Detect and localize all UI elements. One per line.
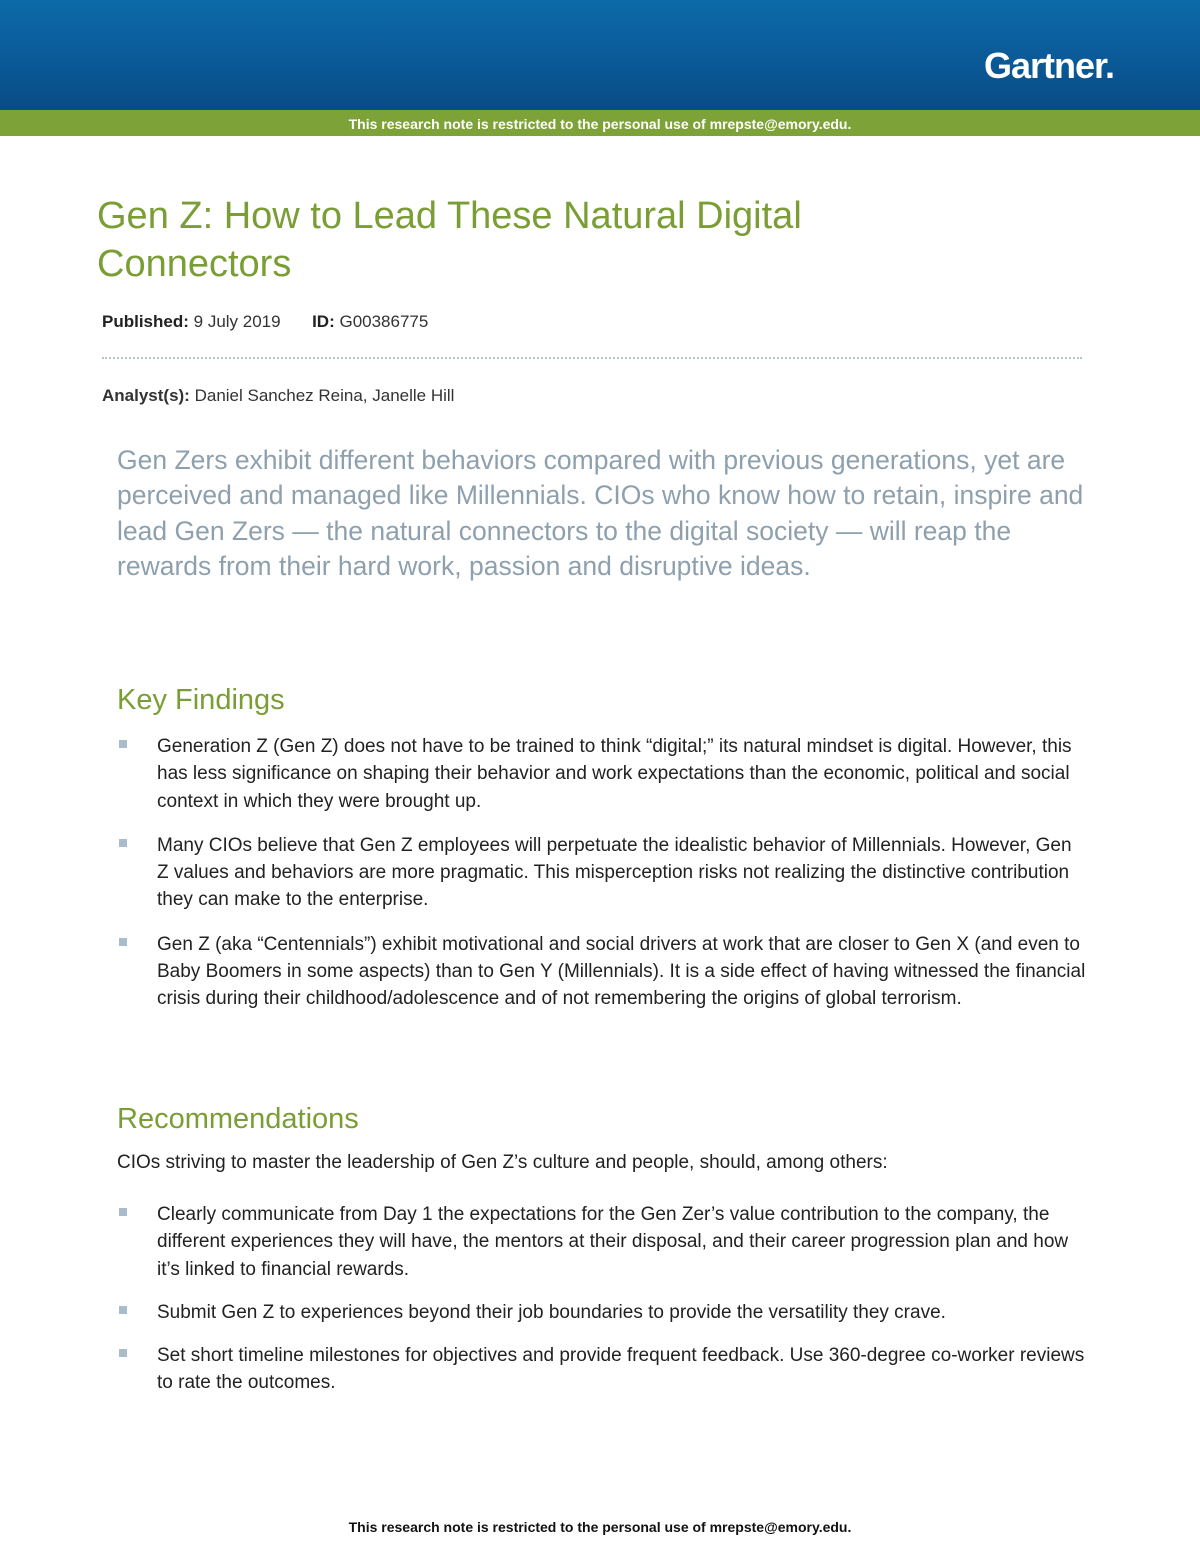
document-id: G00386775 <box>339 312 429 331</box>
dotted-divider <box>102 357 1082 359</box>
document-title: Gen Z: How to Lead These Natural Digital Connectors <box>97 195 802 285</box>
gartner-logo: Gartner. <box>983 45 1114 86</box>
square-bullet-icon <box>119 1349 127 1357</box>
finding-text: Generation Z (Gen Z) does not have to be trained to think “digital;” its natural mindset is digital. However, this has less significance on shaping their behavior and work expectations than the economic, political and social context in which they were brought up. <box>157 736 1072 812</box>
recommendations-list <box>117 1201 1087 1413</box>
restriction-notice-bottom: This research note is restricted to the personal use of mrepste@emory.edu. <box>348 1519 852 1535</box>
restriction-notice-top: This research note is restricted to the personal use of mrepste@emory.edu. <box>348 116 852 132</box>
recommendation-item <box>117 1201 1087 1283</box>
recommendations-heading: Recommendations <box>117 1103 359 1135</box>
finding-item <box>117 733 1087 815</box>
recommendation-text: Set short timeline milestones for objectives and provide frequent feedback. Use 360-degree co-worker reviews to rate the outcomes. <box>157 1345 1085 1394</box>
recommendation-text: Clearly communicate from Day 1 the expectations for the Gen Zer’s value contribution to the company, the different experiences they will have, the mentors at their disposal, and their career progression plan and how it’s linked to financial rewards. <box>157 1204 1069 1280</box>
recommendation-item <box>117 1342 1087 1397</box>
recommendation-item <box>117 1299 1087 1326</box>
analysts-label: Analyst(s): <box>102 386 190 405</box>
square-bullet-icon <box>119 1208 127 1216</box>
key-findings-list <box>117 733 1087 1030</box>
summary-paragraph: Gen Zers exhibit different behaviors compared with previous generations, yet are perceived and managed like Millennials. CIOs who know how to retain, inspire and lead Gen Zers — the natural connectors to the digital society — will reap the rewards from their hard work, passion and disruptive ideas. <box>117 445 1084 581</box>
recommendations-intro: CIOs striving to master the leadership of Gen Z’s culture and people, should, among others: <box>117 1152 888 1173</box>
square-bullet-icon <box>119 1306 127 1314</box>
published-label: Published: <box>102 312 189 331</box>
square-bullet-icon <box>119 938 127 946</box>
finding-text: Gen Z (aka “Centennials”) exhibit motivational and social drivers at work that are closer to Gen X (and even to Baby Boomers in some aspects) than to Gen Y (Millennials). It is a side effect of having witnessed the financial crisis during their childhood/adolescence and of not remembering the origins of global terrorism. <box>157 933 1086 1010</box>
square-bullet-icon <box>119 740 127 748</box>
square-bullet-icon <box>119 839 127 847</box>
id-label: ID: <box>312 312 335 331</box>
finding-item <box>117 832 1087 914</box>
recommendation-text: Submit Gen Z to experiences beyond their job boundaries to provide the versatility they crave. <box>157 1301 946 1323</box>
key-findings-heading: Key Findings <box>117 684 285 716</box>
published-date: 9 July 2019 <box>193 312 281 331</box>
analysts-line <box>102 386 454 406</box>
analysts-names: Daniel Sanchez Reina, Janelle Hill <box>194 386 455 405</box>
finding-text: Many CIOs believe that Gen Z employees will perpetuate the idealistic behavior of Millennials. However, Gen Z values and behaviors are more pragmatic. This misperception risks not realizing the distinctive contribution they can make to the enterprise. <box>157 834 1072 911</box>
publication-meta <box>102 312 428 332</box>
finding-item <box>117 931 1087 1013</box>
header-bar <box>0 0 1200 110</box>
